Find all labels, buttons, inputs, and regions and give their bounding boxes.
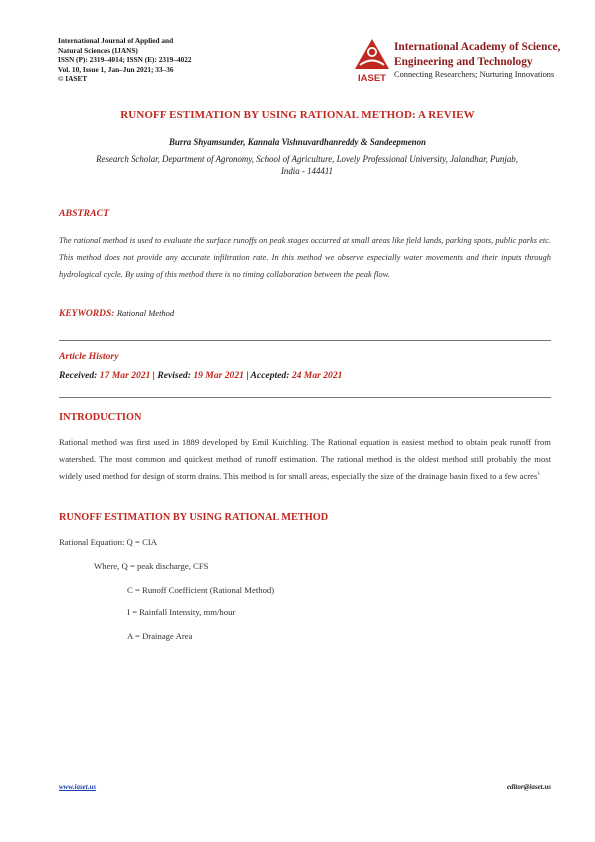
equation-c-definition: C = Runoff Coefficient (Rational Method) xyxy=(127,585,275,595)
iaset-logo xyxy=(352,36,392,84)
accepted-label: Accepted: xyxy=(250,370,290,381)
runoff-section-heading: RUNOFF ESTIMATION BY USING RATIONAL METHOD xyxy=(59,512,329,523)
keywords-label: KEYWORDS: xyxy=(59,309,115,319)
logo-text: IASET xyxy=(358,73,386,84)
introduction-body: Rational method was first used in 1889 developed by Emil Kuichling. The Rational equation is easiest method to obtain peak runoff from watershed. The most common and quickest method of runoff estimation. The rational method is the oldest method still probably the most widely used method for design of storm drains. This method is for small areas, especially the size of the drainage basin fixed to a few acres xyxy=(59,437,551,482)
article-authors: Burra Shyamsunder, Kannala Vishnuvardhanreddy & Sandeepmenon xyxy=(169,137,426,147)
history-separator: | xyxy=(243,370,251,381)
journal-info-line: Natural Sciences (IJANS) xyxy=(58,45,138,55)
journal-info-line: International Journal of Applied and xyxy=(58,36,174,45)
journal-info-line: © IASET xyxy=(58,74,88,84)
accepted-date: 24 Mar 2021 xyxy=(291,370,343,381)
abstract-text: The rational method is used to evaluate the surface runoffs on peak stages occurred at small areas like field lands, parking spots, public parks etc. This method does not provide any accurate infiltration rate. In this method we observe especially water movements and their inputs through hydrological cycle. By using of this method there is no timing collaboration between the peak flow. xyxy=(59,236,551,280)
article-affiliation xyxy=(62,154,552,177)
revised-date: 19 Mar 2021 xyxy=(193,370,244,381)
affiliation-line: Research Scholar, Department of Agronomy, School of Agriculture, Lovely Professional University, Jalandhar, Punjab, xyxy=(96,154,518,164)
equation-i-definition: I = Rainfall Intensity, mm/hour xyxy=(127,607,236,617)
divider xyxy=(59,340,551,341)
keywords-value: Rational Method xyxy=(116,308,175,318)
journal-info-line: ISSN (P): 2319–4014; ISSN (E): 2319–4022 xyxy=(58,55,192,65)
org-name-line: Engineering and Technology xyxy=(394,55,533,68)
equation-where-q: Where, Q = peak discharge, CFS xyxy=(94,561,209,571)
history-separator: | xyxy=(150,370,158,381)
received-label: Received: xyxy=(59,370,98,381)
article-title: RUNOFF ESTIMATION BY USING RATIONAL METHOD: A REVIEW xyxy=(120,109,475,121)
history-dates xyxy=(59,370,342,381)
footnote-marker: 1 xyxy=(537,471,541,478)
history-heading: Article History xyxy=(59,351,119,362)
footer-email: editor@iaset.us xyxy=(506,783,551,791)
received-date: 17 Mar 2021 xyxy=(99,370,151,381)
affiliation-line: India - 144411 xyxy=(280,165,334,176)
keywords xyxy=(59,308,174,319)
logo-globe-core xyxy=(369,49,375,55)
abstract-heading: ABSTRACT xyxy=(59,208,110,219)
org-name xyxy=(394,40,584,69)
introduction-text xyxy=(59,434,551,486)
footer-website-link[interactable]: www.iaset.us xyxy=(59,783,97,791)
divider xyxy=(59,397,551,398)
introduction-heading: INTRODUCTION xyxy=(59,412,142,423)
equation-a-definition: A = Drainage Area xyxy=(127,631,193,641)
org-name-line: International Academy of Science, xyxy=(394,41,561,53)
revised-label: Revised: xyxy=(157,370,191,381)
journal-info-line: Vol. 10, Issue 1, Jan–Jun 2021; 33–36 xyxy=(58,64,174,74)
rational-equation: Rational Equation: Q = CIA xyxy=(59,537,158,547)
journal-info xyxy=(58,36,233,84)
org-tagline: Connecting Researchers; Nurturing Innovations xyxy=(394,70,555,79)
